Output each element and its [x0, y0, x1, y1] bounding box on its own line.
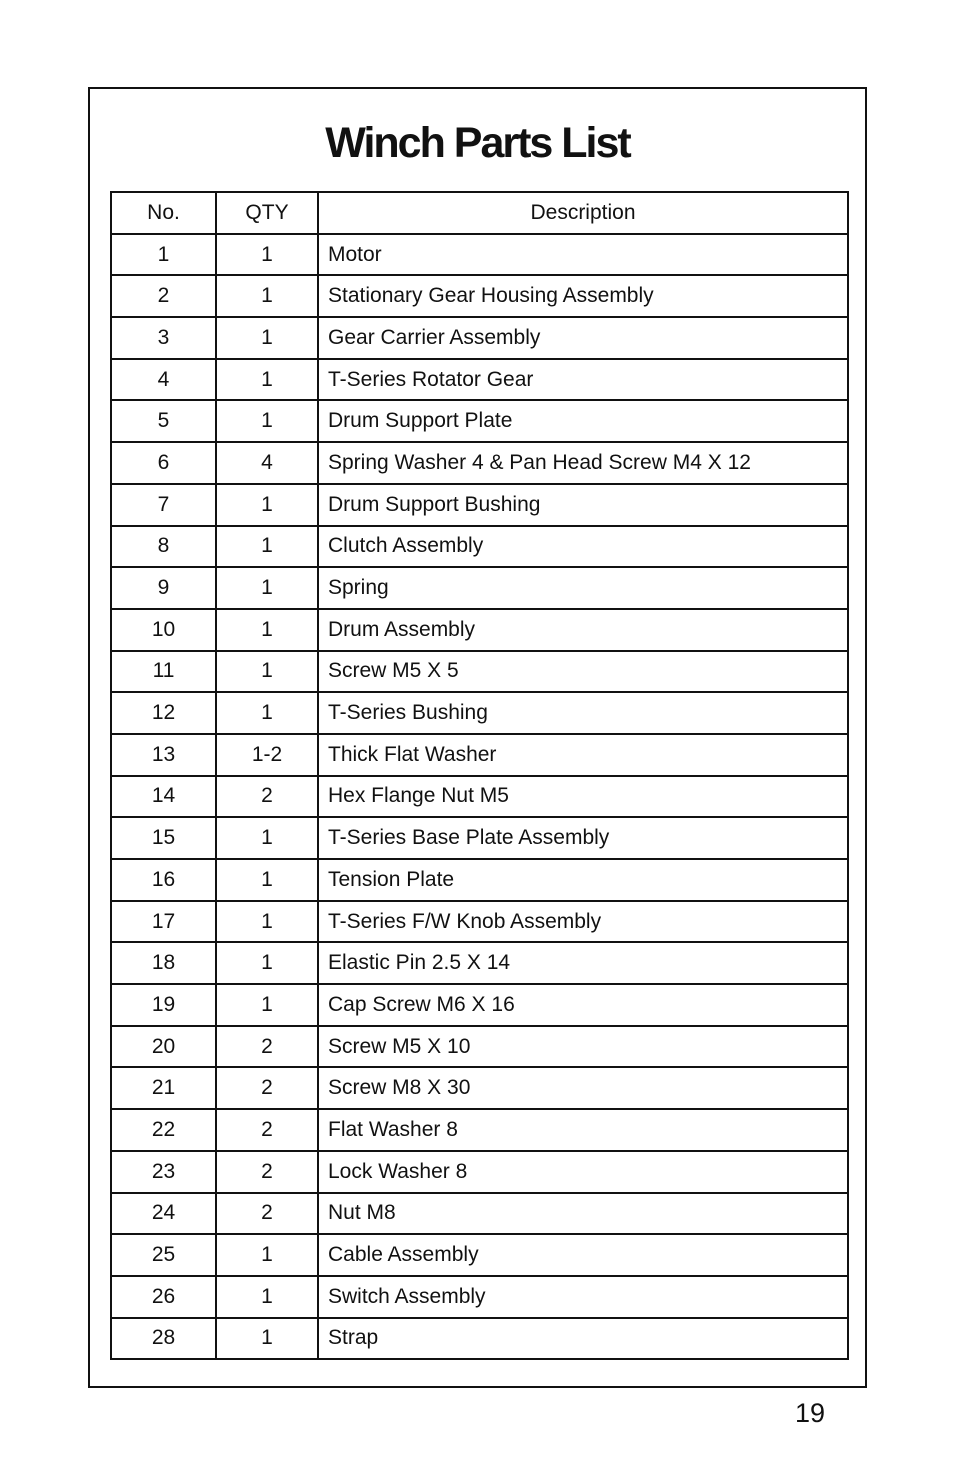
description-cell: Screw M8 X 30 — [318, 1067, 848, 1109]
description-cell: Gear Carrier Assembly — [318, 317, 848, 359]
table-row — [111, 776, 848, 818]
part-number-cell: 10 — [111, 609, 216, 651]
table-row — [111, 692, 848, 734]
table-row — [111, 734, 848, 776]
part-number-cell: 2 — [111, 275, 216, 317]
description-cell: Drum Support Plate — [318, 400, 848, 442]
description-cell: Elastic Pin 2.5 X 14 — [318, 942, 848, 984]
description-cell: Drum Assembly — [318, 609, 848, 651]
parts-table-body — [111, 234, 848, 1360]
table-row — [111, 1318, 848, 1360]
table-row — [111, 1276, 848, 1318]
description-cell: Stationary Gear Housing Assembly — [318, 275, 848, 317]
table-row — [111, 942, 848, 984]
part-number-cell: 26 — [111, 1276, 216, 1318]
description-cell: Tension Plate — [318, 859, 848, 901]
quantity-cell: 1 — [216, 901, 318, 943]
table-row — [111, 442, 848, 484]
table-row — [111, 359, 848, 401]
quantity-cell: 1 — [216, 1318, 318, 1360]
part-number-cell: 7 — [111, 484, 216, 526]
table-row — [111, 484, 848, 526]
description-cell: Lock Washer 8 — [318, 1151, 848, 1193]
description-cell: Screw M5 X 5 — [318, 651, 848, 693]
description-cell: Thick Flat Washer — [318, 734, 848, 776]
part-number-cell: 18 — [111, 942, 216, 984]
description-cell: Hex Flange Nut M5 — [318, 776, 848, 818]
part-number-cell: 17 — [111, 901, 216, 943]
page-title: Winch Parts List — [325, 119, 630, 167]
table-row — [111, 817, 848, 859]
description-cell: Drum Support Bushing — [318, 484, 848, 526]
quantity-cell: 2 — [216, 1151, 318, 1193]
quantity-cell: 2 — [216, 1109, 318, 1151]
description-cell: Nut M8 — [318, 1193, 848, 1235]
description-cell: Spring — [318, 567, 848, 609]
part-number-cell: 24 — [111, 1193, 216, 1235]
header-no: No. — [111, 192, 216, 234]
table-row — [111, 1109, 848, 1151]
description-cell: Spring Washer 4 & Pan Head Screw M4 X 12 — [318, 442, 848, 484]
part-number-cell: 21 — [111, 1067, 216, 1109]
part-number-cell: 16 — [111, 859, 216, 901]
part-number-cell: 1 — [111, 234, 216, 276]
table-row — [111, 1067, 848, 1109]
table-row — [111, 234, 848, 276]
part-number-cell: 13 — [111, 734, 216, 776]
quantity-cell: 1 — [216, 984, 318, 1026]
description-cell: Cap Screw M6 X 16 — [318, 984, 848, 1026]
quantity-cell: 1 — [216, 567, 318, 609]
part-number-cell: 12 — [111, 692, 216, 734]
description-cell: Cable Assembly — [318, 1234, 848, 1276]
quantity-cell: 1 — [216, 359, 318, 401]
quantity-cell: 1 — [216, 400, 318, 442]
parts-table — [110, 191, 849, 1360]
table-row — [111, 275, 848, 317]
table-row — [111, 984, 848, 1026]
table-row — [111, 651, 848, 693]
quantity-cell: 1 — [216, 234, 318, 276]
quantity-cell: 2 — [216, 1026, 318, 1068]
table-row — [111, 609, 848, 651]
quantity-cell: 1 — [216, 1234, 318, 1276]
table-row — [111, 567, 848, 609]
description-cell: Flat Washer 8 — [318, 1109, 848, 1151]
table-row — [111, 526, 848, 568]
table-row — [111, 1026, 848, 1068]
part-number-cell: 28 — [111, 1318, 216, 1360]
table-row — [111, 317, 848, 359]
header-qty: QTY — [216, 192, 318, 234]
part-number-cell: 20 — [111, 1026, 216, 1068]
parts-list-frame — [88, 87, 867, 1388]
header-description: Description — [318, 192, 848, 234]
description-cell: T-Series F/W Knob Assembly — [318, 901, 848, 943]
table-row — [111, 859, 848, 901]
part-number-cell: 5 — [111, 400, 216, 442]
table-row — [111, 400, 848, 442]
description-cell: Motor — [318, 234, 848, 276]
part-number-cell: 3 — [111, 317, 216, 359]
quantity-cell: 4 — [216, 442, 318, 484]
quantity-cell: 1 — [216, 484, 318, 526]
quantity-cell: 1 — [216, 609, 318, 651]
table-row — [111, 1193, 848, 1235]
part-number-cell: 15 — [111, 817, 216, 859]
part-number-cell: 9 — [111, 567, 216, 609]
part-number-cell: 19 — [111, 984, 216, 1026]
quantity-cell: 1-2 — [216, 734, 318, 776]
table-row — [111, 901, 848, 943]
part-number-cell: 25 — [111, 1234, 216, 1276]
quantity-cell: 1 — [216, 859, 318, 901]
part-number-cell: 6 — [111, 442, 216, 484]
part-number-cell: 14 — [111, 776, 216, 818]
quantity-cell: 2 — [216, 1067, 318, 1109]
part-number-cell: 4 — [111, 359, 216, 401]
quantity-cell: 2 — [216, 1193, 318, 1235]
part-number-cell: 23 — [111, 1151, 216, 1193]
quantity-cell: 1 — [216, 692, 318, 734]
quantity-cell: 1 — [216, 942, 318, 984]
quantity-cell: 1 — [216, 817, 318, 859]
page-number: 19 — [794, 1398, 826, 1428]
description-cell: T-Series Bushing — [318, 692, 848, 734]
part-number-cell: 11 — [111, 651, 216, 693]
part-number-cell: 22 — [111, 1109, 216, 1151]
description-cell: Screw M5 X 10 — [318, 1026, 848, 1068]
quantity-cell: 1 — [216, 317, 318, 359]
quantity-cell: 1 — [216, 651, 318, 693]
quantity-cell: 1 — [216, 1276, 318, 1318]
quantity-cell: 2 — [216, 776, 318, 818]
description-cell: Switch Assembly — [318, 1276, 848, 1318]
quantity-cell: 1 — [216, 275, 318, 317]
description-cell: Clutch Assembly — [318, 526, 848, 568]
quantity-cell: 1 — [216, 526, 318, 568]
table-row — [111, 1151, 848, 1193]
description-cell: T-Series Base Plate Assembly — [318, 817, 848, 859]
table-row — [111, 1234, 848, 1276]
description-cell: T-Series Rotator Gear — [318, 359, 848, 401]
part-number-cell: 8 — [111, 526, 216, 568]
description-cell: Strap — [318, 1318, 848, 1360]
table-header-row — [111, 192, 848, 234]
